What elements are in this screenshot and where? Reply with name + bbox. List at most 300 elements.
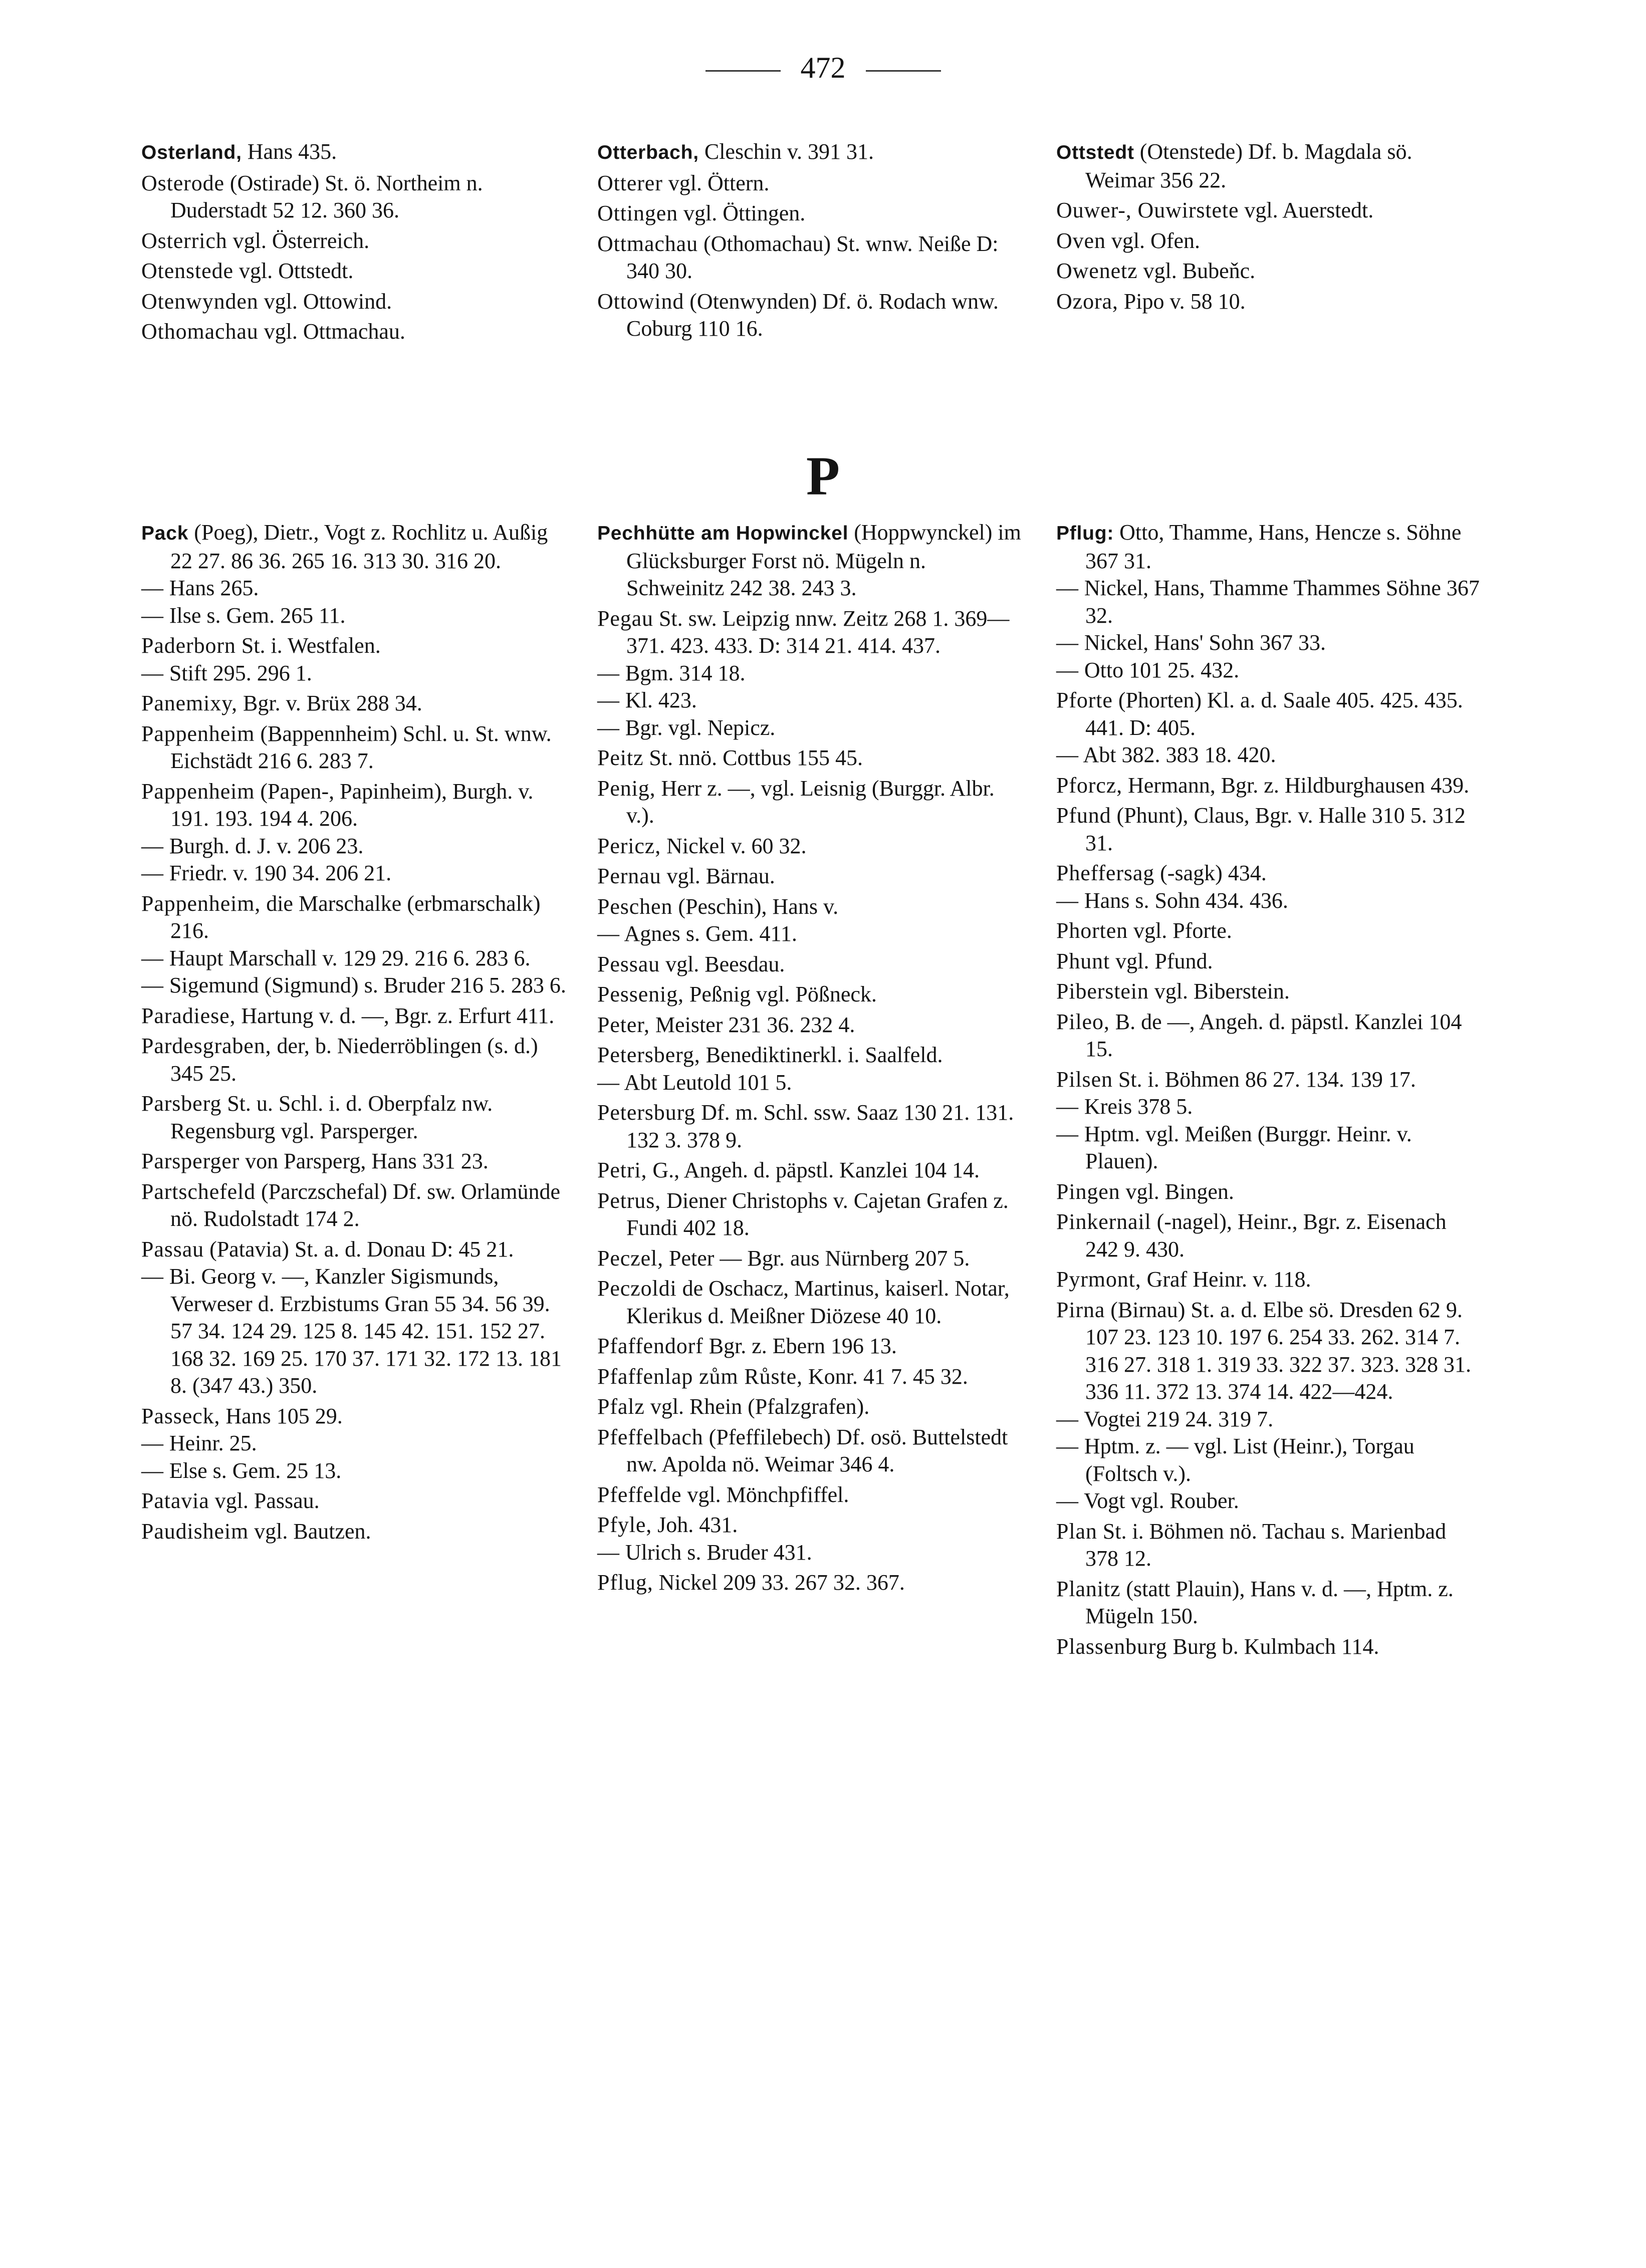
index-entry-text: Sigemund (Sigmund) s. Bruder 216 5. 283 6. bbox=[163, 973, 566, 997]
index-headword: — bbox=[1056, 1488, 1079, 1513]
index-entry-text: Konr. 41 7. 45 32. bbox=[802, 1364, 968, 1389]
index-headword: — bbox=[141, 660, 164, 685]
index-entry bbox=[1056, 1633, 1482, 1661]
index-entry bbox=[141, 1403, 567, 1430]
index-entry bbox=[1056, 629, 1482, 657]
index-headword: Pflug, bbox=[597, 1570, 653, 1595]
index-entry bbox=[597, 1187, 1023, 1242]
index-entry bbox=[597, 687, 1023, 714]
index-entry-text: St. i. Böhmen 86 27. 134. 139 17. bbox=[1112, 1067, 1416, 1092]
index-headword: Passau bbox=[141, 1236, 204, 1262]
index-entry bbox=[141, 138, 567, 167]
index-headword: Partschefeld bbox=[141, 1179, 256, 1204]
index-headword: Othomachau bbox=[141, 319, 259, 344]
index-entry-text: Ilse s. Gem. 265 11. bbox=[163, 603, 346, 628]
index-entry bbox=[597, 1157, 1023, 1184]
index-entry bbox=[1056, 1121, 1482, 1175]
index-entry bbox=[141, 227, 567, 255]
index-entry bbox=[1056, 519, 1482, 575]
index-headword: Passeck, bbox=[141, 1403, 220, 1428]
index-entry-text: St. nnö. Cottbus 155 45. bbox=[643, 745, 863, 770]
index-headword: — bbox=[597, 688, 620, 712]
index-entry bbox=[141, 1263, 567, 1400]
index-headword: — bbox=[1056, 1406, 1079, 1431]
index-entry bbox=[597, 1569, 1023, 1597]
index-headword: Phunt bbox=[1056, 948, 1110, 973]
index-headword: — bbox=[597, 660, 620, 685]
index-headword: Petersberg, bbox=[597, 1043, 700, 1067]
index-entry-text: Bgr. vgl. Nepicz. bbox=[619, 715, 776, 740]
index-entry-text: die Marschalke (erbmarschalk) 216. bbox=[170, 891, 541, 943]
index-entry-text: Bgm. 314 18. bbox=[619, 660, 746, 685]
index-headword: — bbox=[597, 1070, 620, 1095]
index-entry bbox=[141, 1518, 567, 1546]
index-headword: Plan bbox=[1056, 1519, 1097, 1544]
index-headword: Otterer bbox=[597, 170, 663, 195]
index-headword: Osterland, bbox=[141, 142, 242, 163]
index-entry-text: Heinr. 25. bbox=[163, 1431, 257, 1455]
index-headword: Otenstede bbox=[141, 259, 233, 283]
index-column-bottom-3 bbox=[1056, 519, 1482, 1660]
index-headword: — bbox=[1056, 888, 1079, 913]
index-headword: Peter, bbox=[597, 1012, 650, 1037]
index-entry bbox=[141, 519, 567, 575]
index-entry-text: Hptm. vgl. Meißen (Burggr. Heinr. v. Plauen). bbox=[1078, 1121, 1412, 1173]
index-headword: — bbox=[141, 861, 164, 885]
index-entry-text: vgl. Bärnau. bbox=[661, 864, 775, 888]
index-entry bbox=[1056, 258, 1482, 285]
index-headword: Ottingen bbox=[597, 201, 678, 225]
index-entry-text: Peßnig vgl. Pößneck. bbox=[683, 982, 877, 1006]
index-entry-text: Cleschin v. 391 31. bbox=[698, 139, 874, 164]
index-headword: Pfund bbox=[1056, 803, 1111, 828]
index-headword: Patavia bbox=[141, 1488, 209, 1513]
index-entry-text: der, b. Niederröblingen (s. d.) 345 25. bbox=[170, 1034, 538, 1086]
index-headword: Pheffersag bbox=[1056, 861, 1155, 885]
index-entry-text: vgl. Ofen. bbox=[1105, 228, 1201, 253]
index-entry-text: Kreis 378 5. bbox=[1078, 1094, 1193, 1119]
index-entry bbox=[1056, 657, 1482, 684]
index-entry bbox=[141, 660, 567, 687]
index-entry bbox=[141, 1178, 567, 1233]
index-headword: Planitz bbox=[1056, 1576, 1121, 1601]
index-entry bbox=[1056, 1178, 1482, 1206]
index-entry bbox=[1056, 1009, 1482, 1063]
index-entry-text: Pipo v. 58 10. bbox=[1118, 289, 1246, 314]
header-rule-right bbox=[866, 70, 941, 72]
index-entry-text: (Ostirade) St. ö. Northeim n. Duderstadt 52 12. 360 36. bbox=[170, 170, 483, 222]
index-entry bbox=[141, 1033, 567, 1087]
index-entry bbox=[597, 833, 1023, 860]
index-entry bbox=[141, 833, 567, 860]
index-entry-text: St. u. Schl. i. d. Oberpfalz nw. Regensburg vgl. Parsperger. bbox=[170, 1091, 493, 1143]
index-headword: Parsberg bbox=[141, 1091, 222, 1116]
index-entry-text: vgl. Bingen. bbox=[1120, 1179, 1234, 1204]
index-entry bbox=[1056, 917, 1482, 945]
index-entry bbox=[597, 714, 1023, 742]
index-headword: Pessau bbox=[597, 951, 660, 976]
index-entry-text: Hans 265. bbox=[163, 576, 259, 600]
index-entry-text: vgl. Beesdau. bbox=[660, 951, 785, 976]
index-entry bbox=[141, 170, 567, 224]
index-headword: Ottstedt bbox=[1056, 142, 1134, 163]
index-entry-text: (Phunt), Claus, Bgr. v. Halle 310 5. 312 31. bbox=[1085, 803, 1466, 855]
index-entry bbox=[1056, 575, 1482, 629]
index-headword: — bbox=[141, 576, 164, 600]
index-headword: Paderborn bbox=[141, 633, 236, 658]
index-entry bbox=[1056, 227, 1482, 255]
index-headword: Pappenheim bbox=[141, 721, 255, 746]
index-entry-text: (-sagk) 434. bbox=[1154, 861, 1267, 885]
index-headword: Peczoldi bbox=[597, 1276, 677, 1301]
index-entry-text: Joh. 431. bbox=[652, 1513, 738, 1537]
index-entry-text: vgl. Ottowind. bbox=[258, 289, 392, 314]
index-entry bbox=[1056, 1266, 1482, 1294]
index-entry bbox=[597, 1012, 1023, 1039]
index-headword: — bbox=[597, 921, 620, 946]
index-headword: Pinkernail bbox=[1056, 1209, 1151, 1234]
index-entry-text: Hans 105 29. bbox=[220, 1403, 343, 1428]
index-entry bbox=[141, 690, 567, 717]
index-entry bbox=[597, 920, 1023, 948]
index-headword: Otenwynden bbox=[141, 289, 259, 314]
index-entry bbox=[597, 775, 1023, 830]
index-headword: Petrus, bbox=[597, 1188, 661, 1213]
header-rule-left bbox=[706, 70, 781, 72]
index-entry-text: (Patavia) St. a. d. Donau D: 45 21. bbox=[204, 1236, 514, 1262]
index-entry bbox=[1056, 687, 1482, 741]
index-entry bbox=[141, 860, 567, 887]
index-entry-text: Abt Leutold 101 5. bbox=[619, 1070, 792, 1095]
index-entry-text: (Pfeffilebech) Df. osö. Buttelstedt nw. Apolda nö. Weimar 346 4. bbox=[626, 1424, 1008, 1476]
index-entry-text: Otto, Thamme, Hans, Hencze s. Söhne 367 31. bbox=[1085, 520, 1462, 573]
index-entry bbox=[1056, 1487, 1482, 1515]
index-entry-text: (Hoppwynckel) im Glücksburger Forst nö. Mügeln n. Schweinitz 242 38. 243 3. bbox=[626, 520, 1021, 600]
index-headword: Parsperger bbox=[141, 1149, 240, 1173]
index-entry-text: Bgr. z. Ebern 196 13. bbox=[703, 1334, 897, 1358]
index-entry-text: vgl. Bubeňc. bbox=[1137, 259, 1256, 283]
index-entry-text: (Otenwynden) Df. ö. Rodach wnw. Coburg 110 16. bbox=[626, 289, 999, 341]
index-entry-text: Bgr. v. Brüx 288 34. bbox=[238, 691, 422, 715]
index-entry bbox=[597, 1481, 1023, 1509]
index-headword: — bbox=[141, 1431, 164, 1455]
index-entry bbox=[1056, 1093, 1482, 1121]
index-headword: Owenetz bbox=[1056, 259, 1138, 283]
index-entry bbox=[141, 602, 567, 630]
index-headword: — bbox=[1056, 742, 1079, 767]
index-headword: Pappenheim bbox=[141, 779, 255, 804]
index-entry-text: (Parczschefal) Df. sw. Orlamünde nö. Rudolstadt 174 2. bbox=[170, 1179, 561, 1231]
index-entry-text: vgl. Passau. bbox=[209, 1488, 320, 1513]
index-entry-text: (Otenstede) Df. b. Magdala sö. Weimar 356 22. bbox=[1085, 139, 1413, 192]
index-entry-text: (Bappennheim) Schl. u. St. wnw. Eichstädt 216 6. 283 7. bbox=[170, 721, 552, 773]
index-entry-text: B. de —, Angeh. d. päpstl. Kanzlei 104 15. bbox=[1085, 1009, 1462, 1061]
index-entry bbox=[1056, 860, 1482, 887]
index-headword: Osterrich bbox=[141, 228, 227, 253]
index-headword: Pyrmont, bbox=[1056, 1267, 1141, 1292]
index-entry bbox=[597, 744, 1023, 772]
index-headword: Plassenburg bbox=[1056, 1634, 1167, 1659]
index-entry bbox=[141, 1002, 567, 1030]
section-letter: P bbox=[806, 445, 840, 507]
index-headword: — bbox=[141, 973, 164, 997]
index-entry-text: vgl. Ottmachau. bbox=[258, 319, 405, 344]
index-entry bbox=[597, 951, 1023, 978]
index-headword: — bbox=[141, 1264, 164, 1289]
index-headword: Pack bbox=[141, 523, 189, 544]
index-headword: Pileo, bbox=[1056, 1009, 1110, 1034]
index-entry bbox=[141, 720, 567, 775]
index-entry-text: Peter — Bgr. aus Nürnberg 207 5. bbox=[663, 1245, 970, 1271]
index-entry-text: Stift 295. 296 1. bbox=[163, 660, 312, 685]
index-headword: — bbox=[1056, 630, 1079, 655]
index-entry bbox=[141, 945, 567, 972]
index-headword: Pechhütte am Hopwinckel bbox=[597, 523, 849, 544]
index-headword: Pfalz bbox=[597, 1394, 645, 1419]
index-entry bbox=[597, 863, 1023, 890]
index-headword: — bbox=[141, 945, 164, 970]
index-entry-text: Otto 101 25. 432. bbox=[1078, 657, 1240, 682]
index-entry bbox=[1056, 288, 1482, 316]
index-entry bbox=[597, 1424, 1023, 1478]
index-entry bbox=[597, 660, 1023, 687]
index-entry bbox=[597, 1539, 1023, 1567]
index-entry-text: Agnes s. Gem. 411. bbox=[619, 921, 797, 946]
index-entry-text: vgl. Pfund. bbox=[1110, 948, 1213, 973]
index-headword: Pingen bbox=[1056, 1179, 1120, 1204]
index-entry-text: vgl. Auerstedt. bbox=[1239, 198, 1374, 222]
index-entry bbox=[597, 1275, 1023, 1330]
index-headword: — bbox=[1056, 657, 1079, 682]
index-column-top-2 bbox=[597, 138, 1023, 343]
index-headword: Pfaffendorf bbox=[597, 1334, 703, 1358]
index-entry bbox=[1056, 887, 1482, 915]
index-entry-text: Vogtei 219 24. 319 7. bbox=[1078, 1406, 1274, 1431]
page-header bbox=[0, 53, 1646, 83]
index-entry-text: Burg b. Kulmbach 114. bbox=[1167, 1634, 1379, 1659]
index-headword: — bbox=[141, 603, 164, 628]
index-entry-text: Ulrich s. Bruder 431. bbox=[619, 1540, 812, 1565]
index-entry bbox=[141, 1090, 567, 1145]
index-entry-text: de Oschacz, Martinus, kaiserl. Notar, Klerikus d. Meißner Diözese 40 10. bbox=[626, 1276, 1010, 1328]
index-entry-text: Nickel, Hans' Sohn 367 33. bbox=[1078, 630, 1326, 655]
index-entry-text: Hermann, Bgr. z. Hildburghausen 439. bbox=[1122, 773, 1470, 798]
index-entry bbox=[141, 972, 567, 999]
index-entry-text: vgl. Öttingen. bbox=[678, 201, 806, 225]
index-headword: Panemixy, bbox=[141, 691, 238, 715]
index-entry bbox=[597, 200, 1023, 227]
index-column-bottom-2 bbox=[597, 519, 1023, 1597]
index-headword: Piberstein bbox=[1056, 979, 1149, 1003]
index-entry bbox=[597, 1363, 1023, 1391]
index-headword: Pessenig, bbox=[597, 982, 684, 1006]
index-entry bbox=[597, 1245, 1023, 1273]
index-headword: Otterbach, bbox=[597, 142, 699, 163]
index-headword: Pegau bbox=[597, 606, 653, 631]
index-entry bbox=[141, 1148, 567, 1175]
index-headword: Pfyle, bbox=[597, 1513, 652, 1537]
index-entry-text: Burgh. d. J. v. 206 23. bbox=[163, 833, 364, 858]
index-headword: Ottowind bbox=[597, 289, 684, 314]
index-entry-text: Bi. Georg v. —, Kanzler Sigismunds, Verweser d. Erzbistums Gran 55 34. 56 39. 57 34. 124 29. 125 8. 145 42. 151. 152 27. 168 32. 169 25. 170 37. 171 32. 172 13. 181 8. (347 43.) 350. bbox=[163, 1264, 562, 1398]
index-headword: Pirna bbox=[1056, 1297, 1105, 1322]
index-entry bbox=[597, 605, 1023, 660]
index-entry-text: Kl. 423. bbox=[619, 688, 697, 712]
index-entry-text: von Parsperg, Hans 331 23. bbox=[240, 1149, 489, 1173]
index-entry bbox=[1056, 1433, 1482, 1487]
index-headword: Oven bbox=[1056, 228, 1106, 253]
index-headword: Phorten bbox=[1056, 918, 1128, 943]
index-headword: — bbox=[141, 1458, 164, 1483]
index-headword: Pforcz, bbox=[1056, 773, 1122, 798]
index-entry-text: vgl. Rhein (Pfalzgrafen). bbox=[644, 1394, 870, 1419]
index-headword: Pfeffelbach bbox=[597, 1424, 703, 1449]
index-entry bbox=[1056, 802, 1482, 857]
index-headword: Ottmachau bbox=[597, 231, 698, 256]
index-entry bbox=[597, 1099, 1023, 1154]
index-entry-text: St. i. Westfalen. bbox=[236, 633, 381, 658]
index-entry-text: (-nagel), Heinr., Bgr. z. Eisenach 242 9. 430. bbox=[1085, 1209, 1447, 1262]
index-entry-text: vgl. Öttern. bbox=[662, 170, 770, 195]
index-entry-text: Diener Christophs v. Cajetan Grafen z. Fundi 402 18. bbox=[626, 1188, 1009, 1240]
index-headword: Pilsen bbox=[1056, 1067, 1113, 1092]
index-entry bbox=[1056, 741, 1482, 769]
index-entry-text: Else s. Gem. 25 13. bbox=[163, 1458, 342, 1483]
index-entry bbox=[1056, 1576, 1482, 1630]
index-entry-text: Nickel v. 60 32. bbox=[661, 833, 807, 858]
index-entry-text: (Phorten) Kl. a. d. Saale 405. 425. 435. 441. D: 405. bbox=[1085, 688, 1463, 740]
index-entry bbox=[1056, 1297, 1482, 1406]
index-headword: Pappenheim, bbox=[141, 891, 261, 916]
index-headword: Pericz, bbox=[597, 833, 661, 858]
index-entry bbox=[141, 1457, 567, 1485]
index-entry-text: St. sw. Leipzig nnw. Zeitz 268 1. 369—371. 423. 433. D: 314 21. 414. 437. bbox=[626, 606, 1010, 658]
index-headword: Petersburg bbox=[597, 1100, 696, 1125]
index-entry bbox=[141, 778, 567, 833]
index-entry-text: vgl. Pforte. bbox=[1128, 918, 1232, 943]
index-headword: Pfaffenlap zům Růste, bbox=[597, 1364, 803, 1389]
index-entry bbox=[141, 288, 567, 316]
index-column-top-1 bbox=[141, 138, 567, 346]
index-entry-text: Herr z. —, vgl. Leisnig (Burggr. Albr. v.). bbox=[626, 776, 995, 828]
index-entry bbox=[1056, 978, 1482, 1005]
index-entry bbox=[141, 258, 567, 285]
index-headword: Osterode bbox=[141, 170, 224, 195]
index-headword: Paudisheim bbox=[141, 1519, 249, 1544]
index-entry-text: (Birnau) St. a. d. Elbe sö. Dresden 62 9. 107 23. 123 10. 197 6. 254 33. 262. 314 7. 316 27. 318 1. 319 33. 322 37. 323. 328 31. 336 11. 372 13. 374 14. 422—424. bbox=[1085, 1297, 1471, 1404]
index-entry bbox=[1056, 1518, 1482, 1573]
index-entry bbox=[597, 170, 1023, 197]
index-headword: Pforte bbox=[1056, 688, 1113, 712]
index-entry-text: St. i. Böhmen nö. Tachau s. Marienbad 378 12. bbox=[1085, 1519, 1447, 1571]
index-entry-text: Abt 382. 383 18. 420. bbox=[1078, 742, 1276, 767]
index-entry bbox=[597, 1393, 1023, 1421]
index-entry bbox=[597, 893, 1023, 921]
index-entry bbox=[597, 138, 1023, 167]
index-headword: Pardesgraben, bbox=[141, 1034, 272, 1058]
index-headword: — bbox=[1056, 1094, 1079, 1119]
index-headword: — bbox=[1056, 576, 1079, 600]
index-headword: — bbox=[1056, 1434, 1079, 1458]
index-entry bbox=[141, 890, 567, 945]
index-entry bbox=[1056, 138, 1482, 194]
index-entry-text: G., Angeh. d. päpstl. Kanzlei 104 14. bbox=[647, 1158, 980, 1182]
index-entry bbox=[141, 1487, 567, 1515]
index-headword: — bbox=[597, 1540, 620, 1565]
index-headword: Peczel, bbox=[597, 1245, 663, 1271]
index-entry-text: vgl. Biberstein. bbox=[1148, 979, 1290, 1003]
index-entry-text: Df. m. Schl. ssw. Saaz 130 21. 131. 132 3. 378 9. bbox=[626, 1100, 1014, 1152]
index-entry bbox=[141, 1236, 567, 1264]
index-entry-text: vgl. Mönchpfiffel. bbox=[681, 1482, 849, 1507]
index-headword: Paradiese, bbox=[141, 1003, 236, 1028]
index-entry bbox=[597, 981, 1023, 1009]
index-headword: Penig, bbox=[597, 776, 656, 801]
page-number: 472 bbox=[800, 51, 846, 84]
index-headword: — bbox=[597, 715, 620, 740]
index-headword: Pernau bbox=[597, 864, 661, 888]
index-entry-text: vgl. Bautzen. bbox=[249, 1519, 371, 1544]
index-entry bbox=[141, 632, 567, 660]
index-entry bbox=[597, 519, 1023, 602]
index-headword: Pflug: bbox=[1056, 523, 1114, 544]
index-entry-text: Hartung v. d. —, Bgr. z. Erfurt 411. bbox=[236, 1003, 555, 1028]
index-entry-text: (Othomachau) St. wnw. Neiße D: 340 30. bbox=[626, 231, 999, 283]
index-entry-text: Hans 435. bbox=[242, 139, 337, 164]
index-entry-text: Graf Heinr. v. 118. bbox=[1141, 1267, 1311, 1292]
index-entry bbox=[141, 318, 567, 346]
index-entry bbox=[597, 1069, 1023, 1097]
index-entry-text: vgl. Ottstedt. bbox=[233, 259, 354, 283]
index-entry-text: Benediktinerkl. i. Saalfeld. bbox=[700, 1043, 943, 1067]
index-entry bbox=[597, 1042, 1023, 1069]
index-headword: Peschen bbox=[597, 894, 673, 919]
index-headword: Petri, bbox=[597, 1158, 647, 1182]
index-headword: — bbox=[141, 833, 164, 858]
index-entry-text: Meister 231 36. 232 4. bbox=[649, 1012, 855, 1037]
index-entry bbox=[1056, 948, 1482, 975]
index-headword: Pfeffelde bbox=[597, 1482, 682, 1507]
index-headword: Peitz bbox=[597, 745, 644, 770]
index-entry bbox=[1056, 197, 1482, 224]
index-entry bbox=[141, 575, 567, 602]
index-entry-text: (statt Plauin), Hans v. d. —, Hptm. z. Mügeln 150. bbox=[1085, 1576, 1454, 1628]
index-entry-text: Hptm. z. — vgl. List (Heinr.), Torgau (Foltsch v.). bbox=[1078, 1434, 1415, 1486]
index-entry bbox=[1056, 1066, 1482, 1094]
index-headword: Ozora, bbox=[1056, 289, 1118, 314]
index-entry-text: Vogt vgl. Rouber. bbox=[1078, 1488, 1239, 1513]
index-entry bbox=[1056, 1406, 1482, 1433]
index-entry bbox=[1056, 1208, 1482, 1263]
index-column-bottom-1 bbox=[141, 519, 567, 1545]
index-entry-text: (Poeg), Dietr., Vogt z. Rochlitz u. Außig 22 27. 86 36. 265 16. 313 30. 316 20. bbox=[170, 520, 548, 573]
index-entry-text: Hans s. Sohn 434. 436. bbox=[1078, 888, 1288, 913]
index-entry bbox=[597, 1333, 1023, 1360]
index-entry-text: Nickel, Hans, Thamme Thammes Söhne 367 32. bbox=[1078, 576, 1480, 628]
index-headword: — bbox=[1056, 1121, 1079, 1146]
index-entry-text: (Peschin), Hans v. bbox=[672, 894, 839, 919]
index-entry-text: Haupt Marschall v. 129 29. 216 6. 283 6. bbox=[163, 945, 531, 970]
index-entry-text: vgl. Österreich. bbox=[227, 228, 370, 253]
index-entry bbox=[597, 1511, 1023, 1539]
index-headword: Ouwer-, Ouwirstete bbox=[1056, 198, 1239, 222]
index-column-top-3 bbox=[1056, 138, 1482, 315]
index-entry bbox=[141, 1430, 567, 1457]
index-entry-text: Nickel 209 33. 267 32. 367. bbox=[653, 1570, 905, 1595]
index-entry-text: (Papen-, Papinheim), Burgh. v. 191. 193. 194 4. 206. bbox=[170, 779, 534, 831]
index-entry bbox=[597, 230, 1023, 285]
index-entry bbox=[1056, 772, 1482, 800]
